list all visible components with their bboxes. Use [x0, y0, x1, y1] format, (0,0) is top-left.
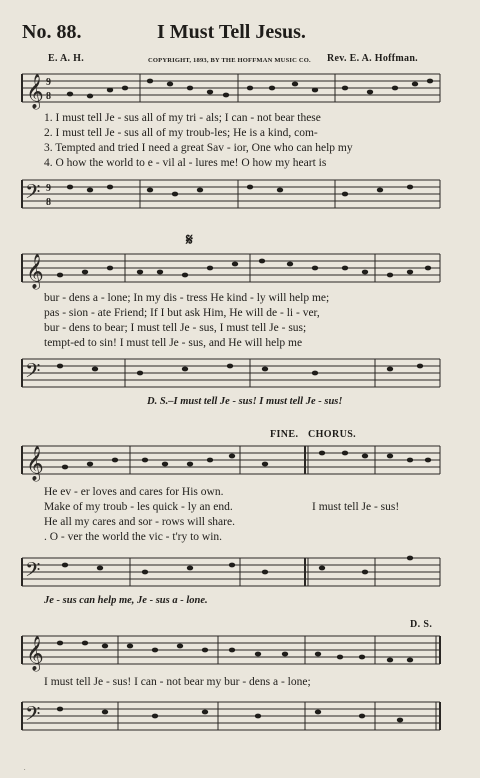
system-3-treble-staff	[0, 440, 480, 484]
system-2-verse-3: bur - dens to bear; I must tell Je - sus, I must tell Je - sus;	[44, 322, 307, 334]
svg-text:𝄞: 𝄞	[26, 447, 44, 480]
segno-sign: 𝄋	[186, 232, 193, 249]
system-2-verse-4: tempt-ed to sin! I must tell Je - sus, and He will help me	[44, 337, 303, 349]
svg-text:𝄞: 𝄞	[26, 255, 44, 288]
svg-text:𝄢: 𝄢	[25, 704, 41, 730]
svg-text:9: 9	[46, 183, 51, 194]
hymn-number: No. 88.	[22, 21, 82, 43]
hymn-title: I Must Tell Jesus.	[157, 21, 306, 43]
fine-marker: FINE.	[270, 429, 299, 440]
system-2-verse-1: bur - dens a - lone; In my dis - tress He kind - ly will help me;	[44, 292, 330, 304]
system-1-verse-3: 3. Tempted and tried I need a great Sav - ior, One who can help my	[44, 142, 353, 154]
ds-return-text: D. S.–I must tell Je - sus! I must tell Je - sus!	[147, 396, 343, 407]
svg-text:𝄞: 𝄞	[26, 637, 44, 670]
svg-text:𝄢: 𝄢	[25, 182, 41, 208]
system-3-verse-3: He all my cares and sor - rows will share.	[44, 516, 235, 528]
system-4-bass-staff	[0, 696, 480, 740]
system-1-bass-staff	[0, 174, 480, 216]
system-3-bass-staff	[0, 552, 480, 594]
chorus-text: I must tell Je - sus!	[312, 501, 400, 513]
copyright-line: COPYRIGHT, 1893, BY THE HOFFMAN MUSIC CO.	[148, 57, 311, 64]
page-mark: .	[24, 766, 26, 772]
bass-lyric-line: Je - sus can help me, Je - sus a - lone.	[44, 595, 208, 606]
system-2-treble-staff	[0, 248, 480, 292]
system-1-treble-staff	[0, 68, 480, 118]
system-3-verse-1: He ev - er loves and cares for His own.	[44, 486, 224, 498]
svg-text:𝄢: 𝄢	[25, 361, 41, 387]
system-3-verse-4: . O - ver the world the vic - t'ry to win.	[44, 531, 223, 543]
svg-text:𝄢: 𝄢	[25, 560, 41, 586]
system-1-verse-2: 2. I must tell Je - sus all of my troub-les; He is a kind, com-	[44, 127, 318, 139]
svg-text:𝄞: 𝄞	[26, 75, 44, 108]
system-2-verse-2: pas - sion - ate Friend; If I but ask Him, He will de - li - ver,	[44, 307, 320, 319]
system-2-bass-staff	[0, 353, 480, 395]
system-1-verse-4: 4. O how the world to e - vil al - lures me! O how my heart is	[44, 157, 327, 169]
ds-marker: D. S.	[410, 619, 433, 630]
system-1-verse-1: 1. I must tell Je - sus all of my tri - als; I can - not bear these	[44, 112, 321, 124]
system-4-treble-staff	[0, 630, 480, 674]
system-3-verse-2: Make of my troub - les quick - ly an end.	[44, 501, 233, 513]
svg-text:8: 8	[46, 197, 51, 208]
svg-text:8: 8	[46, 91, 51, 102]
system-4-lyric: I must tell Je - sus! I can - not bear my bur - dens a - lone;	[44, 676, 311, 688]
chorus-marker: CHORUS.	[308, 429, 357, 440]
author-credit: Rev. E. A. Hoffman.	[327, 53, 418, 64]
composer-initials: E. A. H.	[48, 53, 85, 64]
svg-text:9: 9	[46, 77, 51, 88]
